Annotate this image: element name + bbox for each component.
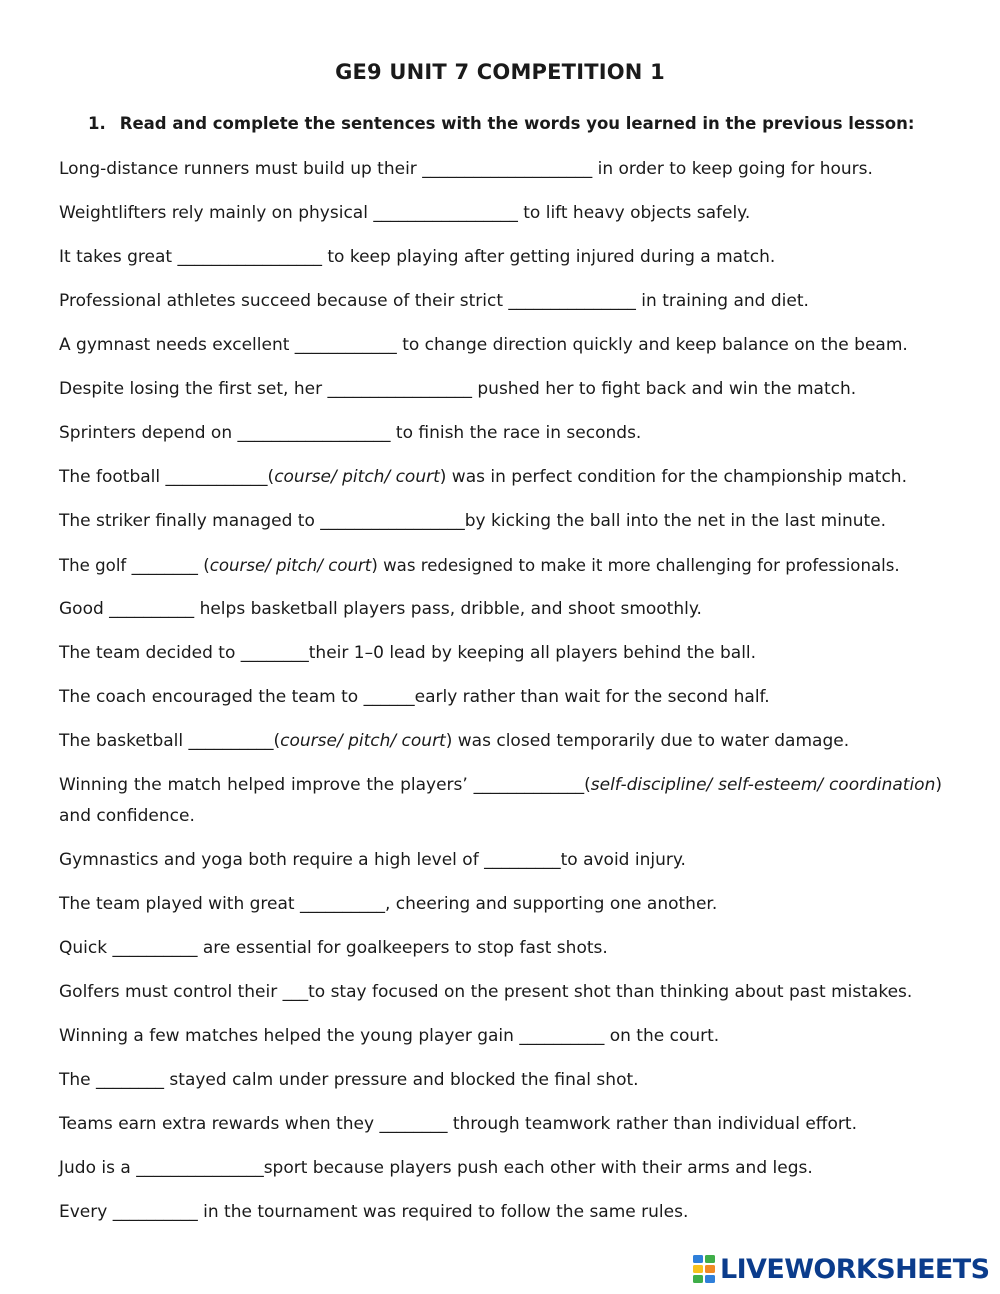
answer-blank[interactable]: __________ (300, 894, 385, 914)
question-text: The coach encouraged the team to (59, 687, 364, 707)
question-text: Long-distance runners must build up their (59, 159, 423, 179)
answer-blank[interactable]: _________________ (177, 247, 322, 267)
question-line (59, 1109, 942, 1140)
question-text: Every (59, 1202, 113, 1222)
answer-blank[interactable]: _______________ (136, 1158, 264, 1178)
question-text: Professional athletes succeed because of their strict (59, 291, 509, 311)
question-text: Despite losing the first set, her (59, 379, 328, 399)
answer-blank[interactable]: _________________ (327, 379, 472, 399)
question-line (59, 889, 942, 920)
question-text: The golf (59, 556, 132, 575)
question-text-end: on the court. (604, 1026, 720, 1046)
question-text: It takes great (59, 247, 178, 267)
question-text-end: by kicking the ball into the net in the last minute. (464, 511, 887, 531)
question-text: Sprinters depend on (59, 423, 238, 443)
question-line (59, 638, 942, 669)
question-text-end: through teamwork rather than individual effort. (447, 1114, 857, 1134)
liveworksheets-logo (692, 1252, 989, 1286)
question-text: The football (59, 467, 166, 487)
question-line (59, 242, 942, 273)
question-text-end: sport because players push each other with their arms and legs. (263, 1158, 813, 1178)
question-text: The basketball (59, 731, 189, 751)
worksheet-title: GE9 UNIT 7 COMPETITION 1 (335, 60, 665, 84)
question-text-end: are essential for goalkeepers to stop fast shots. (197, 938, 608, 958)
question-text: The team played with great (59, 894, 300, 914)
question-text-end: to finish the race in seconds. (390, 423, 642, 443)
question-line (59, 1153, 942, 1184)
question-text: Judo is a (59, 1158, 137, 1178)
answer-blank[interactable]: _________ (484, 850, 561, 870)
question-line (59, 594, 942, 625)
answer-blank[interactable]: ____________________ (422, 159, 593, 179)
question-line (59, 330, 942, 361)
question-list (59, 154, 942, 1241)
question-text: The striker finally managed to (59, 511, 321, 531)
answer-options: self-discipline/ self-esteem/ coordination (590, 775, 936, 795)
question-line: Winning the match helped improve the players’ _____________(self-discipline/ self-esteem/ coordination) and confidence. (59, 775, 942, 826)
answer-blank[interactable]: __________ (112, 938, 198, 958)
question-line (59, 977, 942, 1008)
answer-blank[interactable]: ________ (240, 643, 309, 663)
question-text: The (59, 1070, 97, 1090)
answer-blank[interactable]: __________ (112, 1202, 198, 1222)
answer-options: course/ pitch/ court (274, 467, 440, 487)
answer-blank[interactable]: _____________ (473, 775, 585, 795)
answer-blank[interactable]: _________________ (373, 203, 518, 223)
question-line (59, 506, 942, 537)
question-text-end: was redesigned to make it more challenging for professionals. (377, 556, 900, 575)
question-text-end: to change direction quickly and keep balance on the beam. (396, 335, 908, 355)
question-line: The football ____________(course/ pitch/ court) was in perfect condition for the championship match. (59, 467, 907, 487)
question-text-end: stayed calm under pressure and blocked the final shot. (164, 1070, 639, 1090)
answer-blank[interactable]: ______ (363, 687, 415, 707)
question-line (59, 933, 942, 964)
question-text-end: was in perfect condition for the championship match. (446, 467, 907, 487)
question-text-end: to lift heavy objects safely. (517, 203, 751, 223)
answer-blank[interactable]: ________ (379, 1114, 448, 1134)
question-text-end: was closed temporarily due to water damage. (452, 731, 850, 751)
answer-blank[interactable]: ____________ (165, 467, 268, 487)
answer-blank[interactable]: _______________ (508, 291, 636, 311)
question-text-end: in order to keep going for hours. (592, 159, 873, 179)
question-line (59, 1065, 942, 1096)
question-text-end: , cheering and supporting one another. (385, 894, 718, 914)
answer-blank[interactable]: ____________ (294, 335, 397, 355)
question-text-end: helps basketball players pass, dribble, and shoot smoothly. (194, 599, 702, 619)
question-text-end: their 1–0 lead by keeping all players behind the ball. (308, 643, 757, 663)
instruction-number: 1. (88, 114, 106, 133)
answer-blank[interactable]: __________ (188, 731, 274, 751)
question-text: Winning the match helped improve the players’ (59, 775, 474, 795)
question-text-end: to keep playing after getting injured during a match. (321, 247, 776, 267)
question-text: Good (59, 599, 110, 619)
question-text: Golfers must control their (59, 982, 283, 1002)
question-text-end: in the tournament was required to follow the same rules. (197, 1202, 689, 1222)
question-text-end: and confidence. (59, 806, 195, 826)
question-line (59, 418, 942, 449)
question-text: The team decided to (59, 643, 241, 663)
question-text: A gymnast needs excellent (59, 335, 295, 355)
question-line (59, 1021, 942, 1052)
question-text-end: to stay focused on the present shot than thinking about past mistakes. (308, 982, 913, 1002)
question-text: Gymnastics and yoga both require a high level of (59, 850, 485, 870)
answer-blank[interactable]: _________________ (320, 511, 465, 531)
answer-blank[interactable]: ________ (96, 1070, 165, 1090)
answer-blank[interactable]: __________________ (237, 423, 391, 443)
question-line (59, 374, 942, 405)
instruction-text: Read and complete the sentences with the words you learned in the previous lesson: (119, 114, 915, 133)
question-line (59, 1197, 942, 1228)
question-text-end: in training and diet. (635, 291, 809, 311)
question-line (59, 845, 942, 876)
answer-options: course/ pitch/ court (280, 731, 446, 751)
question-line (59, 682, 942, 713)
answer-options: course/ pitch/ court (209, 556, 372, 575)
question-line (59, 198, 942, 229)
question-line: The golf ________ (course/ pitch/ court) was redesigned to make it more challenging for professionals. (59, 556, 900, 575)
question-text: Winning a few matches helped the young player gain (59, 1026, 520, 1046)
answer-blank[interactable]: ________ (131, 556, 204, 575)
question-line (59, 286, 942, 317)
question-text: Weightlifters rely mainly on physical (59, 203, 374, 223)
question-text-end: pushed her to fight back and win the match. (471, 379, 857, 399)
instruction (88, 114, 968, 133)
liveworksheets-logo-text: LIVEWORKSHEETS (720, 1253, 990, 1285)
question-text-end: early rather than wait for the second half. (414, 687, 770, 707)
question-line: The basketball __________(course/ pitch/ court) was closed temporarily due to water damage. (59, 731, 850, 751)
question-text: Quick (59, 938, 113, 958)
question-text-end: to avoid injury. (560, 850, 686, 870)
question-text: Teams earn extra rewards when they (59, 1114, 380, 1134)
answer-blank[interactable]: ___ (282, 982, 309, 1002)
liveworksheets-logo-icon (692, 1254, 716, 1284)
question-line (59, 154, 942, 185)
answer-blank[interactable]: __________ (109, 599, 195, 619)
answer-blank[interactable]: __________ (519, 1026, 605, 1046)
